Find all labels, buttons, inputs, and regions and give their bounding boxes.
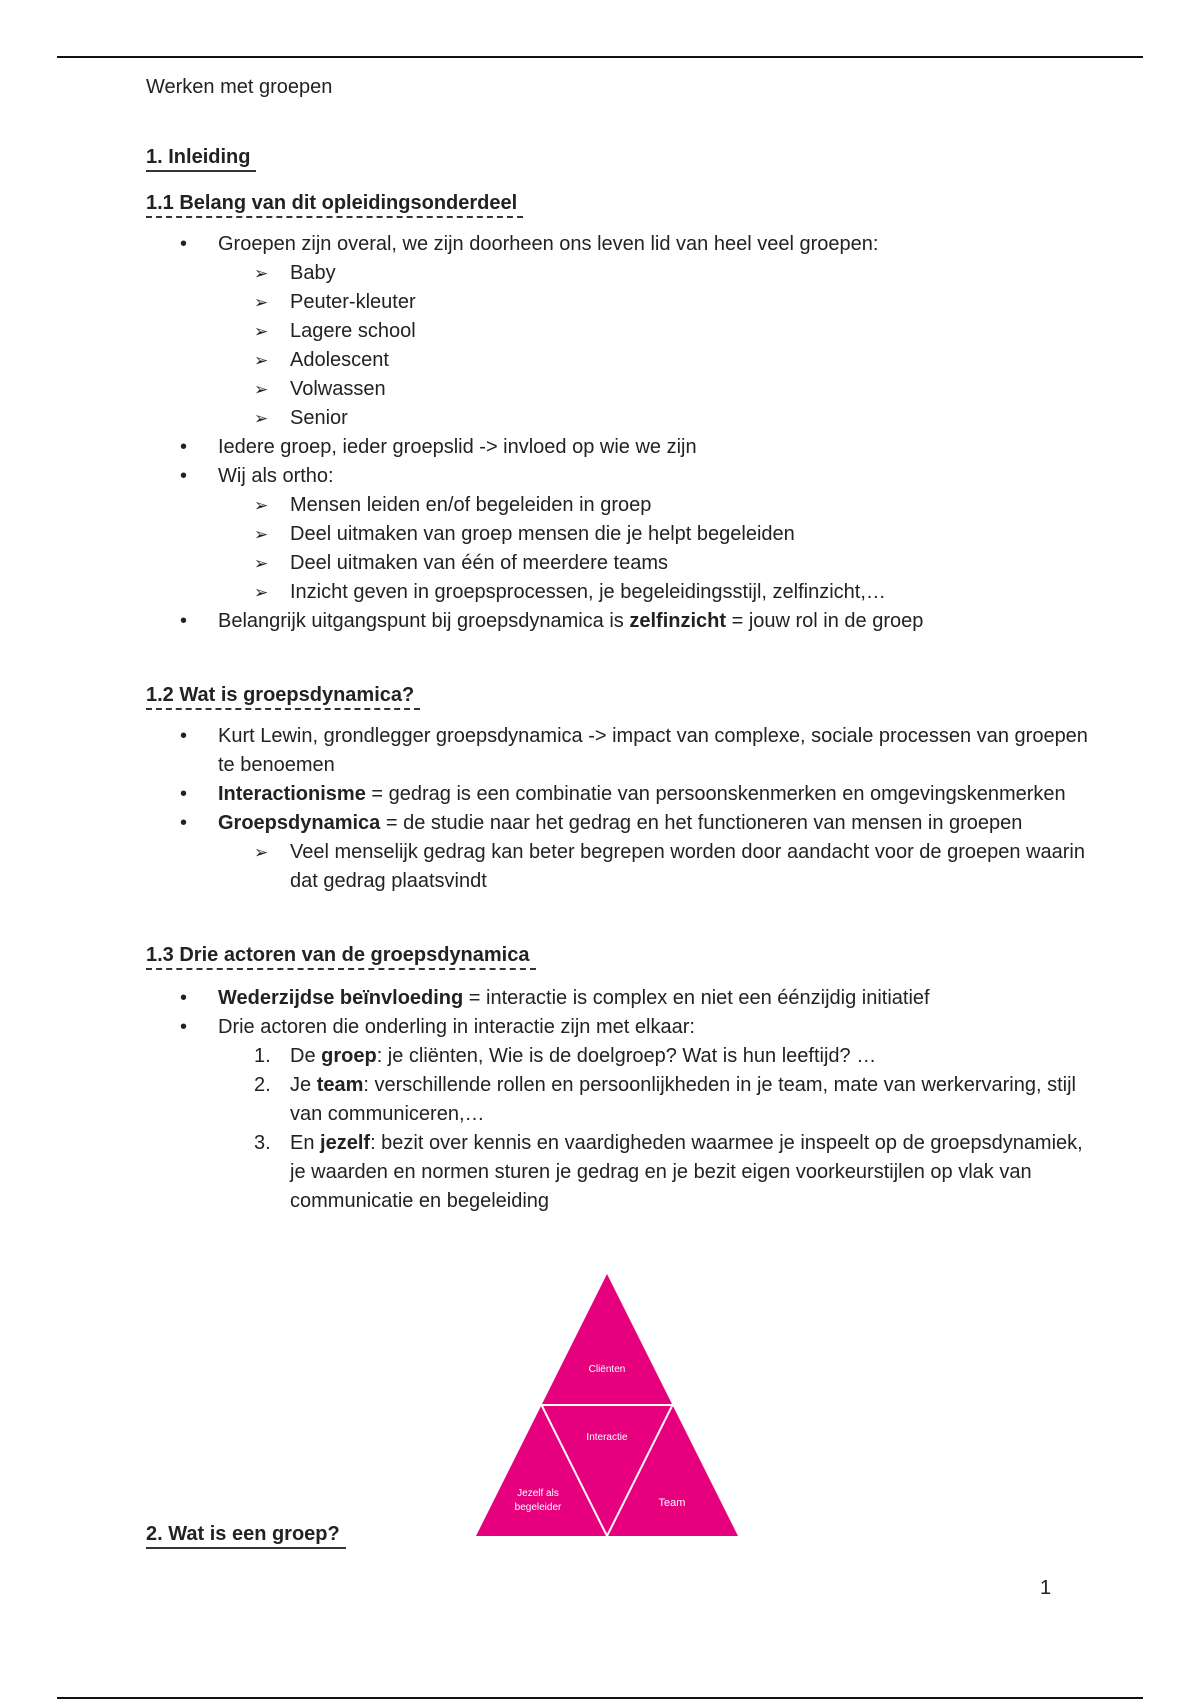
heading-1-3: 1.3 Drie actoren van de groepsdynamica xyxy=(146,942,536,970)
list-item: 1. De groep: je cliënten, Wie is de doelgroep? Wat is hun leeftijd? … xyxy=(254,1045,877,1067)
list-item: • Interactionisme = gedrag is een combinatie van persoonskenmerken en omgevingskenmerken xyxy=(146,780,1096,809)
list-item: ➢ Baby xyxy=(146,259,1096,288)
sublist-ortho xyxy=(218,491,1096,607)
list-item: ➢ Veel menselijk gedrag kan beter begrepen worden door aandacht voor de groepen waarin dat gedrag plaatsvindt xyxy=(146,838,1096,896)
list-item: • Kurt Lewin, grondlegger groepsdynamica -> impact van complexe, sociale processen van groepen te benoemen xyxy=(146,722,1096,780)
sublist-groepsdynamica xyxy=(218,838,1096,896)
label-jezelf: Jezelf als xyxy=(517,1488,559,1499)
list-item: 2. Je team: verschillende rollen en persoonlijkheden in je team, mate van werkervaring, stijl van communiceren,… xyxy=(254,1074,1076,1125)
top-rule xyxy=(57,56,1143,58)
sublist-life-stages xyxy=(218,259,1096,433)
document-title: Werken met groepen xyxy=(146,76,333,98)
label-clienten: Cliënten xyxy=(588,1364,626,1375)
list-item: ➢ Deel uitmaken van één of meerdere teams xyxy=(146,549,1096,578)
list-item: • Iedere groep, ieder groepslid -> invloed op wie we zijn xyxy=(146,433,1096,462)
list-item: • Groepsdynamica = de studie naar het gedrag en het functioneren van mensen in groepen ➢ Veel menselijk gedrag kan beter begrepen worden door aandacht voor de groepen waarin dat gedrag plaatsvindt xyxy=(146,809,1096,896)
label-begeleider: begeleider xyxy=(514,1502,562,1513)
heading-2-wat-is-een-groep: 2. Wat is een groep? xyxy=(146,1521,346,1549)
list-item: 3. En jezelf: bezit over kennis en vaardigheden waarmee je inspeelt op de groepsdynamiek, je waarden en normen sturen je gedrag en je bezit eigen voorkeurstijlen op vlak van communicatie en begeleiding xyxy=(254,1132,1083,1212)
label-interactie: Interactie xyxy=(586,1432,628,1443)
heading-1-2: 1.2 Wat is groepsdynamica? xyxy=(146,682,420,710)
list-item: ➢ Deel uitmaken van groep mensen die je helpt begeleiden xyxy=(146,520,1096,549)
list-1-3 xyxy=(146,984,1096,1216)
list-item: • Groepen zijn overal, we zijn doorheen ons leven lid van heel veel groepen: ➢ Baby ➢ Peuter-kleuter ➢ Lagere school ➢ Adolescent ➢ Volwassen ➢ Senior xyxy=(146,230,1096,433)
list-item: • Drie actoren die onderling in interactie zijn met elkaar: 1. De groep: je cliënten, Wie is de doelgroep? Wat is hun leeftijd? … 2. Je team: verschillende rollen en persoonlijkheden in je team, mate van werkervaring, stijl van communiceren,… 3. En jezelf: bezit over kennis en vaardigheden waarmee je inspeelt op de groepsdynamiek, je waarden en normen sturen je gedrag en je bezit eigen voorkeurstijlen op vlak van communicatie en begeleiding xyxy=(146,1013,1096,1216)
list-item: ➢ Senior xyxy=(146,404,1096,433)
interaction-triangle-diagram xyxy=(476,1274,738,1540)
document-body xyxy=(146,74,1096,1216)
list-item: • Wij als ortho: ➢ Mensen leiden en/of begeleiden in groep ➢ Deel uitmaken van groep mensen die je helpt begeleiden ➢ Deel uitmaken van één of meerdere teams ➢ Inzicht geven in groepsprocessen, je begeleidingsstijl, zelfinzicht,… xyxy=(146,462,1096,607)
heading-1-1: 1.1 Belang van dit opleidingsonderdeel xyxy=(146,190,523,218)
list-1-2 xyxy=(146,722,1096,896)
list-item: ➢ Mensen leiden en/of begeleiden in groep xyxy=(146,491,1096,520)
list-item: ➢ Volwassen xyxy=(146,375,1096,404)
heading-1-inleiding: 1. Inleiding xyxy=(146,144,256,172)
bottom-rule xyxy=(57,1697,1143,1699)
numbered-actors xyxy=(218,1042,1096,1216)
list-item: ➢ Inzicht geven in groepsprocessen, je begeleidingsstijl, zelfinzicht,… xyxy=(146,578,1096,607)
list-1-1 xyxy=(146,230,1096,636)
list-item: ➢ Peuter-kleuter xyxy=(146,288,1096,317)
page-number: 1 xyxy=(1040,1577,1052,1599)
list-item: • Belangrijk uitgangspunt bij groepsdynamica is zelfinzicht = jouw rol in de groep xyxy=(146,607,1096,636)
list-item: ➢ Lagere school xyxy=(146,317,1096,346)
list-item: ➢ Adolescent xyxy=(146,346,1096,375)
heading-2-wrap xyxy=(146,1521,346,1549)
list-item: • Wederzijdse beïnvloeding = interactie is complex en niet een éénzijdig initiatief xyxy=(146,984,1096,1013)
label-team: Team xyxy=(658,1497,686,1509)
